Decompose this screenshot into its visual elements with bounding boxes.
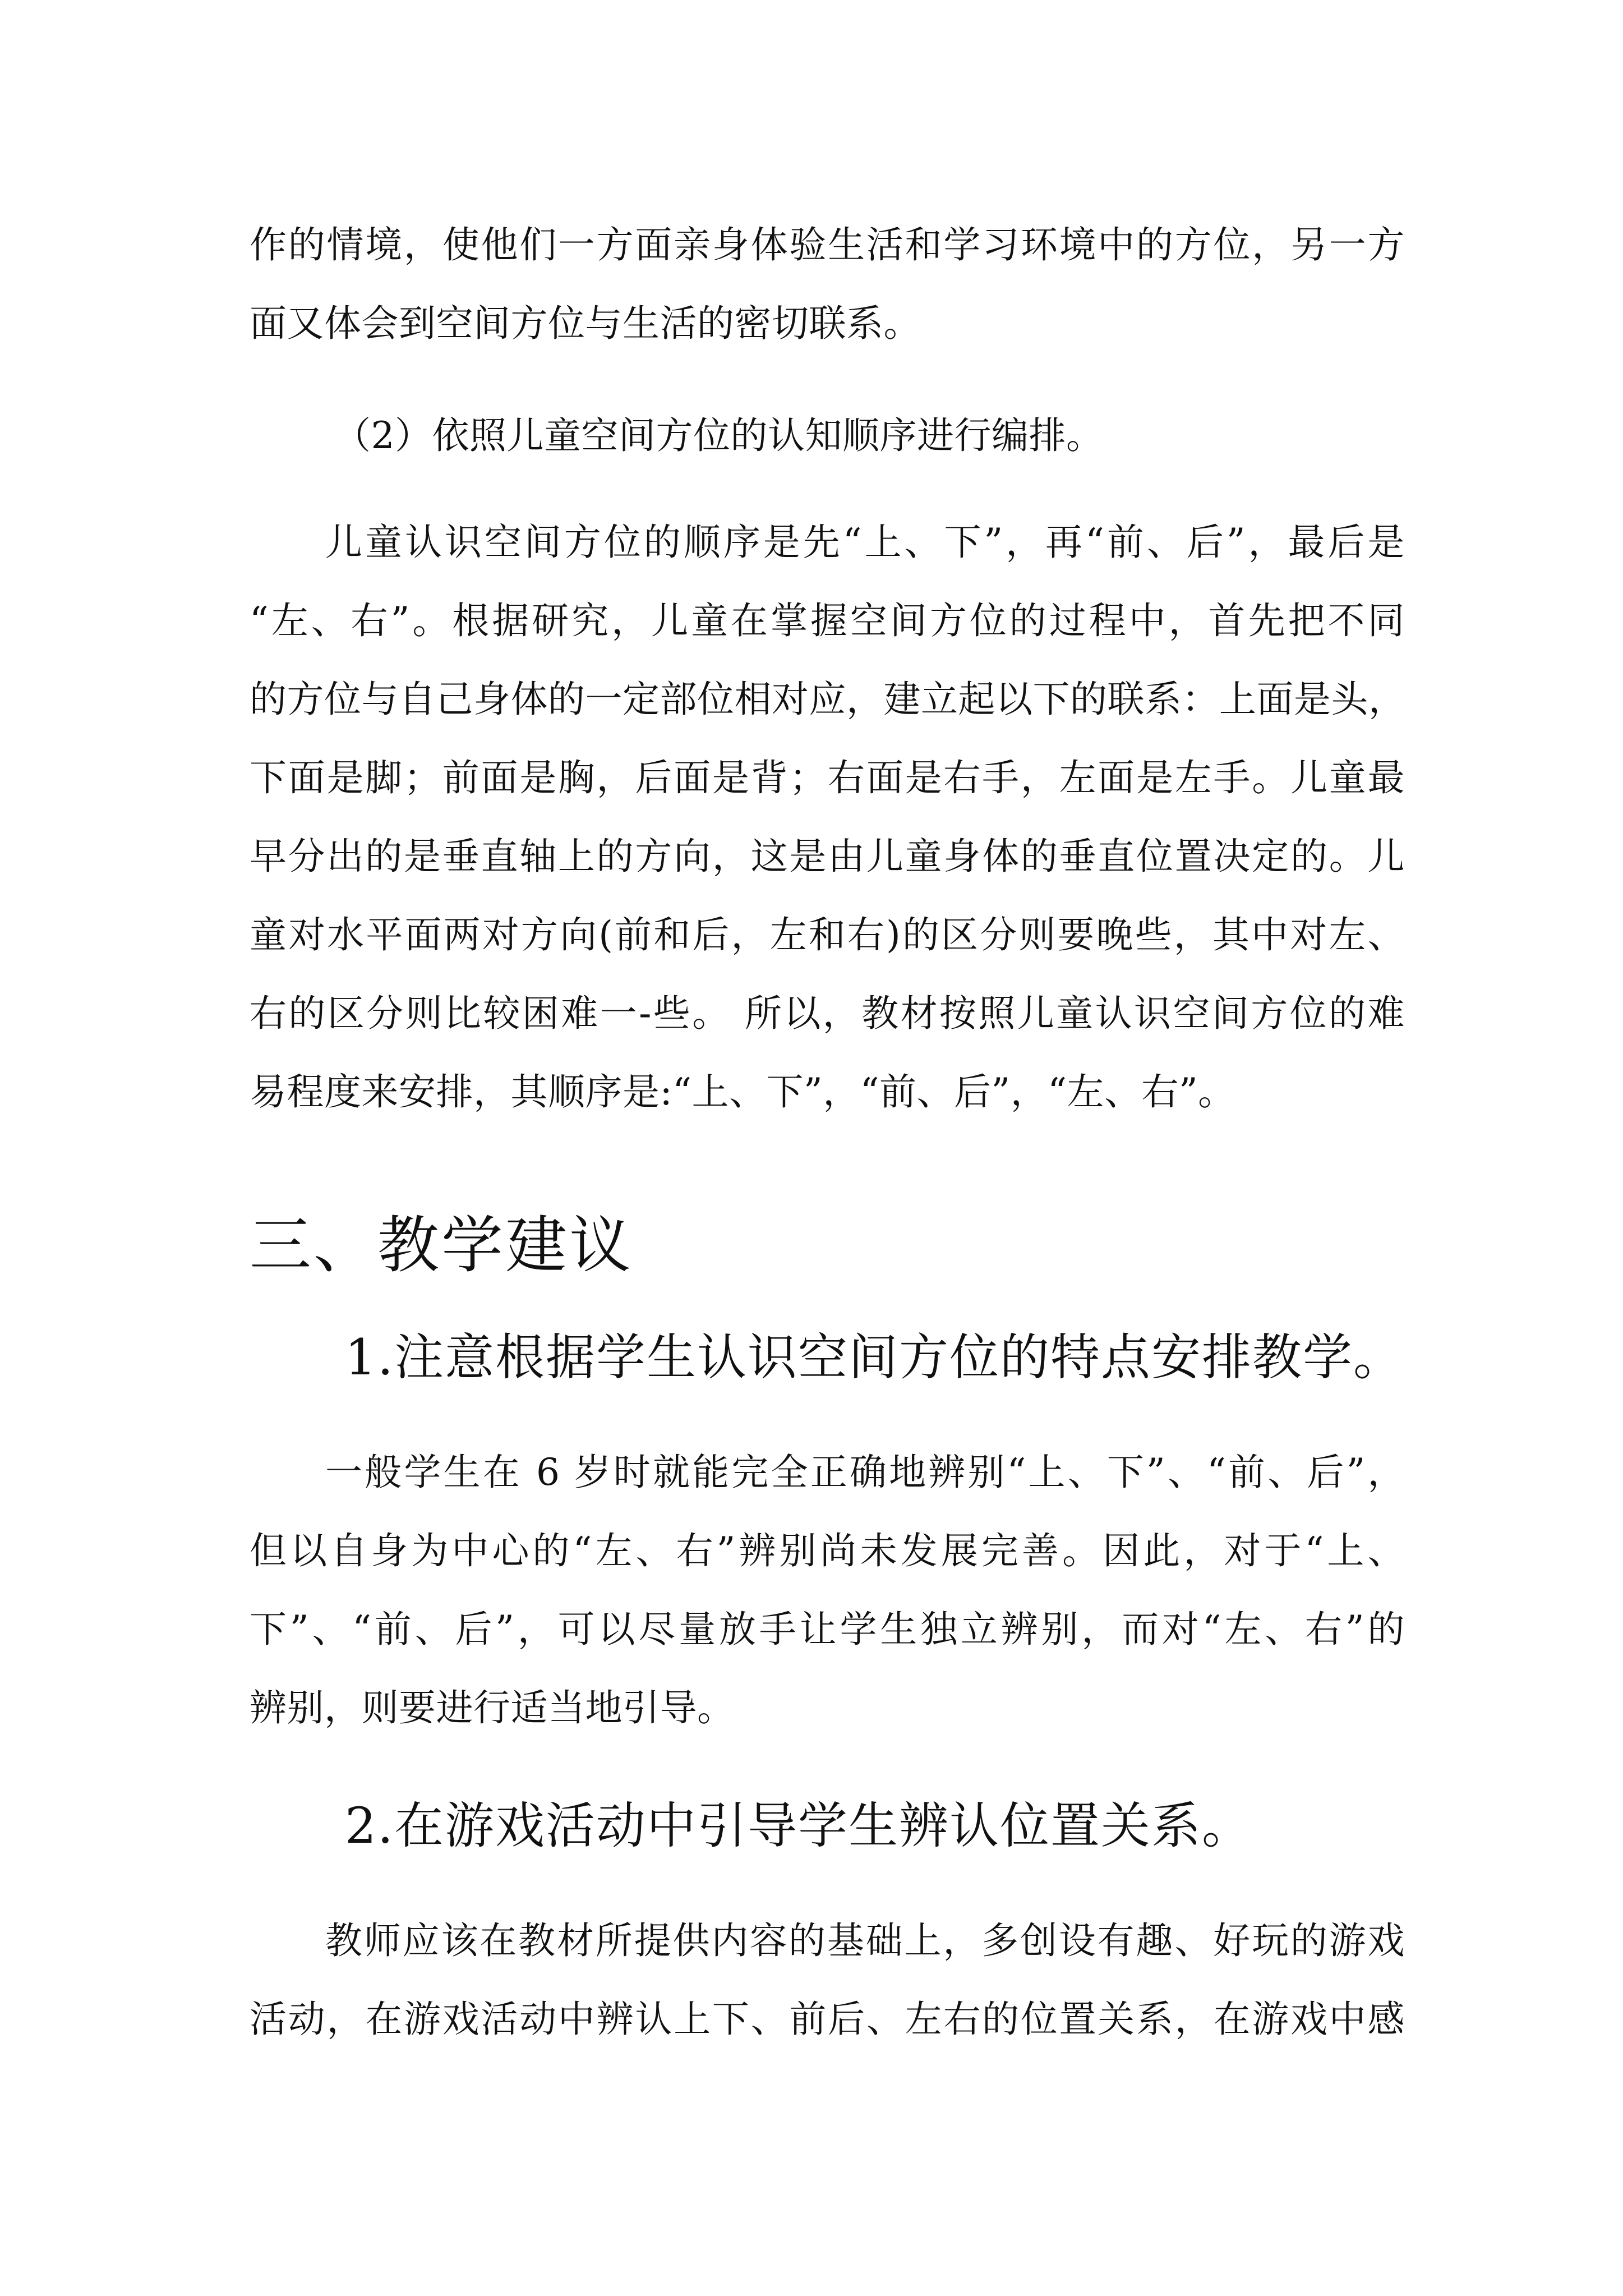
subheading-2: （2）依照儿童空间方位的认知顺序进行编排。 [334, 414, 1104, 457]
point-1-line-1: 一般学生在 6 岁时就能完全正确地辨别“上、下”、“前、后”， [325, 1451, 1405, 1494]
paragraph-1-line-1: 作的情境，使他们一方面亲身体验生活和学习环境中的方位，另一方 [250, 223, 1405, 266]
point-2-line-2: 活动，在游戏活动中辨认上下、前后、左右的位置关系，在游戏中感 [250, 1998, 1405, 2041]
section-3-heading: 三、教学建议 [250, 1209, 633, 1281]
paragraph-1-line-2: 面又体会到空间方位与生活的密切联系。 [250, 302, 921, 345]
point-1-line-4: 辨别，则要进行适当地引导。 [250, 1686, 735, 1729]
point-1-line-2: 但以自身为中心的“左、右”辨别尚未发展完善。因此，对于“上、 [250, 1529, 1405, 1572]
point-1-line-3: 下”、“前、后”，可以尽量放手让学生独立辨别，而对“左、右”的 [250, 1608, 1405, 1651]
paragraph-2-line-8: 易程度来安排，其顺序是:“上、下”，“前、后”，“左、右”。 [250, 1070, 1235, 1114]
point-2-line-1: 教师应该在教材所提供内容的基础上，多创设有趣、好玩的游戏 [325, 1919, 1405, 1962]
paragraph-2-line-7: 右的区分则比较困难一-些。 所以，教材按照儿童认识空间方位的难 [250, 992, 1405, 1035]
paragraph-2-line-5: 早分出的是垂直轴上的方向，这是由儿童身体的垂直位置决定的。儿 [250, 835, 1405, 878]
point-1-heading: 1.注意根据学生认识空间方位的特点安排教学。 [345, 1328, 1404, 1386]
paragraph-2-line-2: “左、右”。根据研究，儿童在掌握空间方位的过程中，首先把不同 [250, 599, 1405, 642]
point-2-heading: 2.在游戏活动中引导学生辨认位置关系。 [345, 1797, 1252, 1855]
paragraph-2-line-3: 的方位与自己身体的一定部位相对应，建立起以下的联系：上面是头， [250, 678, 1406, 721]
paragraph-2-line-6: 童对水平面两对方向(前和后，左和右)的区分则要晚些，其中对左、 [250, 913, 1405, 956]
paragraph-2-line-1: 儿童认识空间方位的顺序是先“上、下”，再“前、后”，最后是 [325, 521, 1405, 564]
paragraph-2-line-4: 下面是脚；前面是胸，后面是背；右面是右手，左面是左手。儿童最 [250, 756, 1405, 799]
